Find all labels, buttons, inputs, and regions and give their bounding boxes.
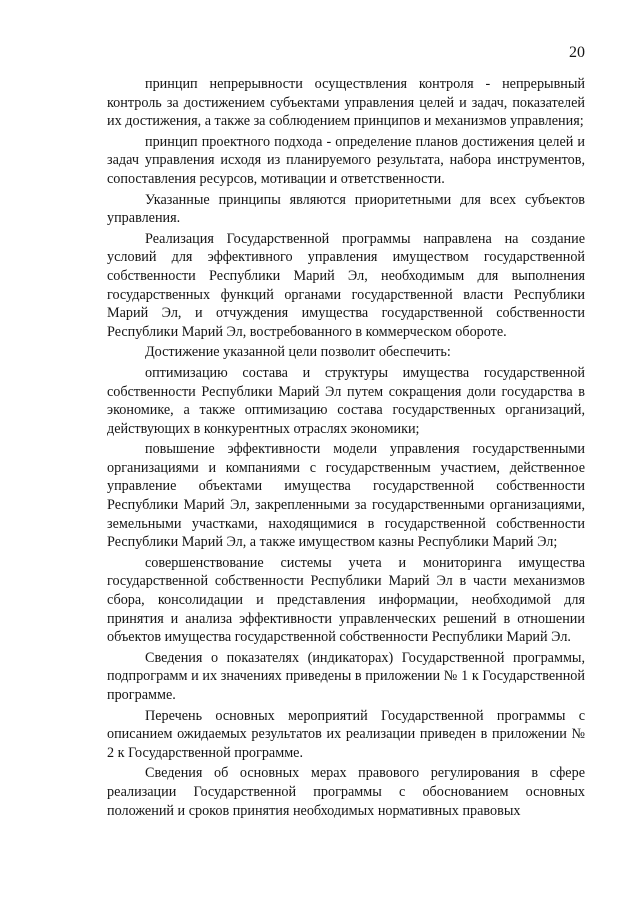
paragraph-continuity-principle: принцип непрерывности осуществления контроля - непрерывный контроль за достижением субъектами управления целей и задач, показателей их достижения, а также за соблюдением принципов и механизмов управления; — [107, 76, 585, 130]
paragraph-goal-achievement: Достижение указанной цели позволит обеспечить: — [145, 344, 451, 361]
paragraph-accounting-system: совершенствование системы учета и мониторинга имущества государственной собственности Республики Марий Эл в части механизмов сбора, консолидации и представления информации, необходимой для принятия и анализа эффективности управленческих решений в отношении объектов имущества государственной собственности Республики Марий Эл. — [107, 554, 585, 646]
page-number: 20 — [569, 44, 585, 61]
paragraph-optimization: оптимизацию состава и структуры имущества государственной собственности Республики Марий Эл путем сокращения доли государства в экономике, а также оптимизацию состава государственных организаций, действующих в конкурентных отраслях экономики; — [107, 364, 585, 437]
paragraph-indicators-info: Сведения о показателях (индикаторах) Государственной программы, подпрограмм и их значениях приведены в приложении № 1 к Государственной программе. — [107, 649, 585, 703]
paragraph-project-principle: принцип проектного подхода - определение планов достижения целей и задач управления исходя из планируемого результата, набора инструментов, сопоставления ресурсов, мотивации и ответственности. — [107, 133, 585, 187]
paragraph-efficiency: повышение эффективности модели управления государственными организациями и компаниями с государственным участием, действенное управление объектами имущества государственной собственности Республики Марий Эл, закрепленными за государственными организациями, земельными участками, находящимися в государственной собственности Республики Марий Эл, а также имуществом казны Республики Марий Эл; — [107, 441, 585, 551]
paragraph-activities-list: Перечень основных мероприятий Государственной программы с описанием ожидаемых результатов их реализации приведен в приложении № 2 к Государственной программе. — [107, 707, 585, 761]
paragraph-priority-principles: Указанные принципы являются приоритетными для всех субъектов управления. — [107, 191, 585, 227]
document-body — [107, 75, 585, 822]
paragraph-legal-measures: Сведения об основных мерах правового регулирования в сфере реализации Государственной программы с обоснованием основных положений и сроков принятия необходимых нормативных правовых — [107, 765, 585, 819]
paragraph-program-goal: Реализация Государственной программы направлена на создание условий для эффективного управления имуществом государственной собственности Республики Марий Эл, необходимым для выполнения государственных функций органами государственной власти Республики Марий Эл, и отчуждения имущества государственной собственности Республики Марий Эл, востребованного в коммерческом обороте. — [107, 230, 585, 340]
